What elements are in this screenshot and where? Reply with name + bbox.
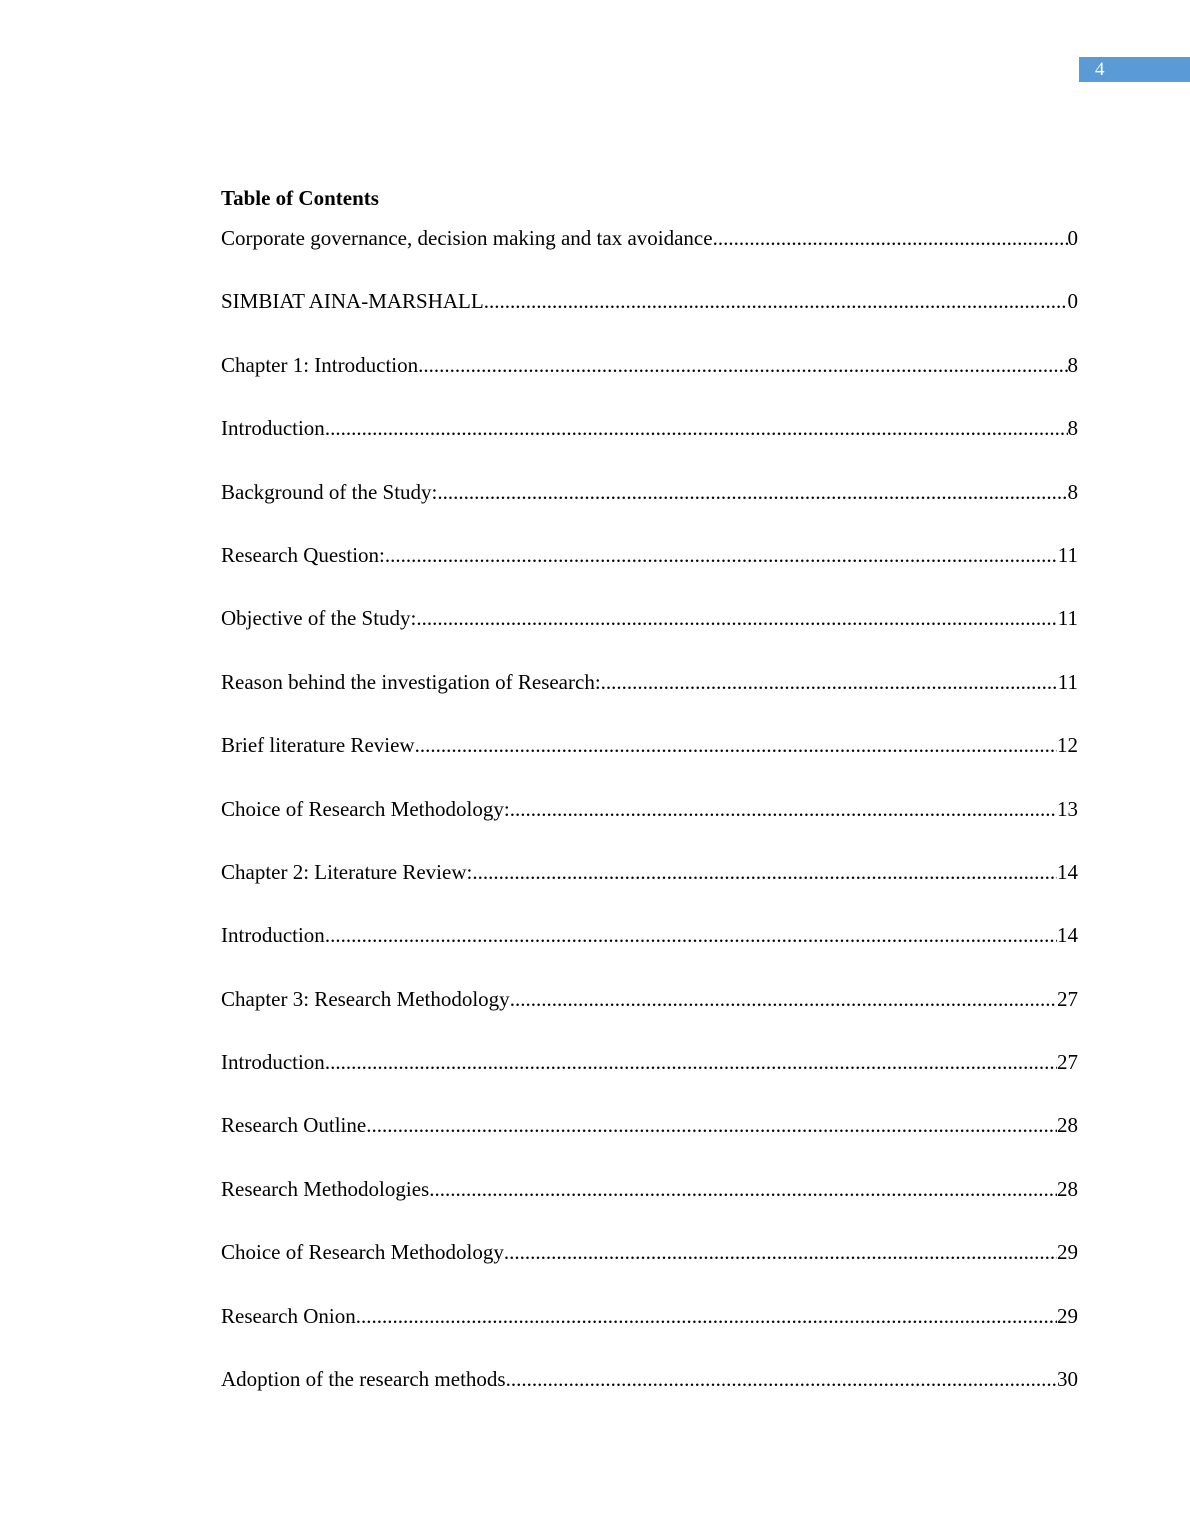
toc-entry[interactable] [221, 542, 1078, 568]
toc-entry[interactable] [221, 225, 1078, 251]
toc-entry-page: 30 [1057, 1367, 1078, 1392]
toc-entry-text: Research Methodologies [221, 1176, 430, 1201]
toc-entry-text: Corporate governance, decision making and tax avoidance [221, 226, 713, 250]
toc-entry[interactable] [221, 986, 1078, 1012]
toc-entry-page: 28 [1057, 1113, 1078, 1138]
toc-entry[interactable] [221, 1176, 1078, 1202]
toc-leader-dots [356, 1303, 1057, 1329]
table-of-contents [221, 183, 1078, 1429]
toc-entry[interactable] [221, 669, 1078, 695]
toc-entry-text: Choice of Research Methodology: [221, 796, 510, 821]
toc-leader-dots [504, 1239, 1057, 1265]
toc-entry[interactable] [221, 479, 1078, 505]
toc-entry-text: Research Outline [221, 1113, 367, 1138]
toc-entry-text: Reason behind the investigation of Research: [221, 669, 601, 694]
toc-entry[interactable] [221, 1112, 1078, 1138]
toc-entry-page: 11 [1057, 606, 1078, 631]
toc-leader-dots [506, 1366, 1057, 1392]
toc-entry[interactable] [221, 605, 1078, 631]
toc-entry-page: 11 [1057, 542, 1078, 567]
toc-leader-dots [366, 1112, 1057, 1138]
toc-entry-page: 8 [1067, 479, 1078, 504]
toc-entry-text: Introduction [221, 1050, 325, 1075]
toc-leader-dots [325, 922, 1057, 948]
toc-entry[interactable] [221, 796, 1078, 822]
toc-entry-page: 12 [1057, 733, 1078, 758]
toc-entry-text: Brief literature Review [221, 733, 415, 758]
toc-entry[interactable] [221, 352, 1078, 378]
toc-leader-dots [601, 669, 1058, 695]
toc-entry[interactable] [221, 288, 1078, 314]
toc-leader-dots [416, 605, 1057, 631]
toc-entry[interactable] [221, 415, 1078, 441]
toc-leader-dots [325, 415, 1068, 441]
toc-entry-page: 0 [1067, 289, 1078, 314]
toc-leader-dots [385, 542, 1058, 568]
toc-entry-page: 8 [1067, 352, 1078, 377]
toc-entry[interactable] [221, 1239, 1078, 1265]
toc-entry-page: 27 [1057, 986, 1078, 1011]
toc-entry-text: Chapter 3: Research Methodology [221, 986, 510, 1011]
toc-entry[interactable] [221, 1303, 1078, 1329]
toc-leader-dots [325, 1049, 1057, 1075]
toc-title: Table of Contents [221, 186, 379, 210]
toc-entry[interactable] [221, 859, 1078, 885]
toc-list [221, 225, 1078, 1392]
toc-entry-text: Research Onion [221, 1303, 356, 1328]
toc-entry-text: Chapter 2: Literature Review: [221, 859, 473, 884]
toc-leader-dots [418, 352, 1067, 378]
toc-leader-dots [437, 479, 1067, 505]
toc-entry-page: 27 [1057, 1050, 1078, 1075]
toc-entry[interactable] [221, 1366, 1078, 1392]
toc-entry-text: SIMBIAT AINA-MARSHALL [221, 289, 484, 314]
toc-entry-text: Chapter 1: Introduction [221, 352, 419, 377]
page-number: 4 [1095, 59, 1105, 80]
toc-entry-text: Background of the Study: [221, 479, 438, 504]
toc-entry-text: Adoption of the research methods [221, 1367, 506, 1392]
toc-entry-page: 11 [1057, 669, 1078, 694]
toc-entry-page: 14 [1057, 859, 1078, 884]
toc-leader-dots [429, 1176, 1057, 1202]
toc-entry[interactable] [221, 732, 1078, 758]
page-number-tab [1079, 57, 1190, 82]
toc-entry-page: 8 [1067, 416, 1078, 441]
toc-entry-page: 0 [1067, 226, 1078, 250]
toc-entry-text: Research Question: [221, 542, 385, 567]
toc-entry-page: 29 [1057, 1303, 1078, 1328]
toc-leader-dots [713, 225, 1068, 251]
toc-entry-page: 29 [1057, 1240, 1078, 1265]
toc-entry-page: 13 [1057, 796, 1078, 821]
toc-leader-dots [510, 986, 1057, 1012]
toc-entry-page: 14 [1057, 923, 1078, 948]
toc-entry[interactable] [221, 922, 1078, 948]
toc-entry-text: Objective of the Study: [221, 606, 417, 631]
toc-entry-text: Choice of Research Methodology [221, 1240, 504, 1265]
toc-leader-dots [415, 732, 1057, 758]
toc-entry-text: Introduction [221, 923, 325, 948]
toc-entry-text: Introduction [221, 416, 325, 441]
toc-leader-dots [472, 859, 1057, 885]
toc-leader-dots [484, 288, 1068, 314]
toc-entry[interactable] [221, 1049, 1078, 1075]
toc-entry-page: 28 [1057, 1176, 1078, 1201]
toc-leader-dots [510, 796, 1057, 822]
